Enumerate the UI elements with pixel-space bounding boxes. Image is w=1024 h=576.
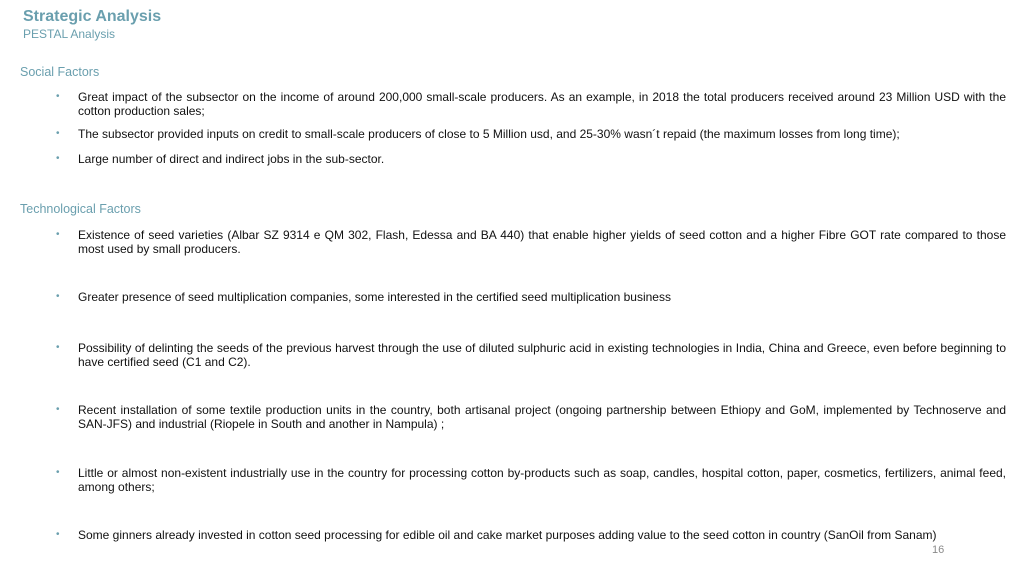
- bullet-dot-icon: •: [56, 291, 60, 302]
- page-number: 16: [932, 544, 945, 556]
- section-heading-social: Social Factors: [20, 65, 100, 79]
- list-item: [56, 403, 1006, 431]
- list-item: [56, 290, 1006, 304]
- list-item: [56, 466, 1006, 494]
- list-item: [56, 90, 1006, 118]
- bullet-dot-icon: •: [56, 91, 60, 102]
- bullet-dot-icon: •: [56, 342, 60, 353]
- bullet-dot-icon: •: [56, 467, 60, 478]
- list-item-text: The subsector provided inputs on credit to small-scale producers of close to 5 Million usd, and 25-30% wasn´t repaid (the maximum losses from long time);: [78, 127, 900, 141]
- list-item: [56, 528, 1006, 542]
- list-item: [56, 127, 1006, 141]
- bullet-dot-icon: •: [56, 404, 60, 415]
- list-item-text: Some ginners already invested in cotton seed processing for edible oil and cake market purposes adding value to the seed cotton in country (SanOil from Sanam): [78, 528, 937, 542]
- list-item-text: Recent installation of some textile production units in the country, both artisanal project (ongoing partnership between Ethiopy and GoM, implemented by Technoserve and SAN-JFS) and industrial (Riopele in South and another in Nampula) ;: [78, 403, 1006, 431]
- list-item-text: Large number of direct and indirect jobs in the sub-sector.: [78, 152, 385, 166]
- list-item-text: Existence of seed varieties (Albar SZ 9314 e QM 302, Flash, Edessa and BA 440) that enable higher yields of seed cotton and a higher Fibre GOT rate compared to those most used by small producers.: [78, 228, 1006, 256]
- list-item-text: Little or almost non-existent industrially use in the country for processing cotton by-products such as soap, candles, hospital cotton, paper, cosmetics, fertilizers, animal feed, among others;: [78, 466, 1006, 494]
- list-item-text: Greater presence of seed multiplication companies, some interested in the certified seed multiplication business: [78, 290, 671, 304]
- page-title: Strategic Analysis: [23, 8, 162, 25]
- list-item-text: Great impact of the subsector on the income of around 200,000 small-scale producers. As an example, in 2018 the total producers received around 23 Million USD with the cotton production sales;: [78, 90, 1006, 118]
- list-item: [56, 341, 1006, 369]
- bullet-dot-icon: •: [56, 128, 60, 139]
- list-item-text: Possibility of delinting the seeds of the previous harvest through the use of diluted sulphuric acid in existing technologies in India, China and Greece, even before beginning to have certified seed (C1 and C2).: [78, 341, 1006, 369]
- section-heading-technological: Technological Factors: [20, 202, 141, 216]
- bullet-dot-icon: •: [56, 529, 60, 540]
- page-subtitle: PESTAL Analysis: [23, 27, 116, 41]
- bullet-dot-icon: •: [56, 153, 60, 164]
- list-item: [56, 228, 1006, 256]
- bullet-dot-icon: •: [56, 229, 60, 240]
- list-item: [56, 152, 1006, 166]
